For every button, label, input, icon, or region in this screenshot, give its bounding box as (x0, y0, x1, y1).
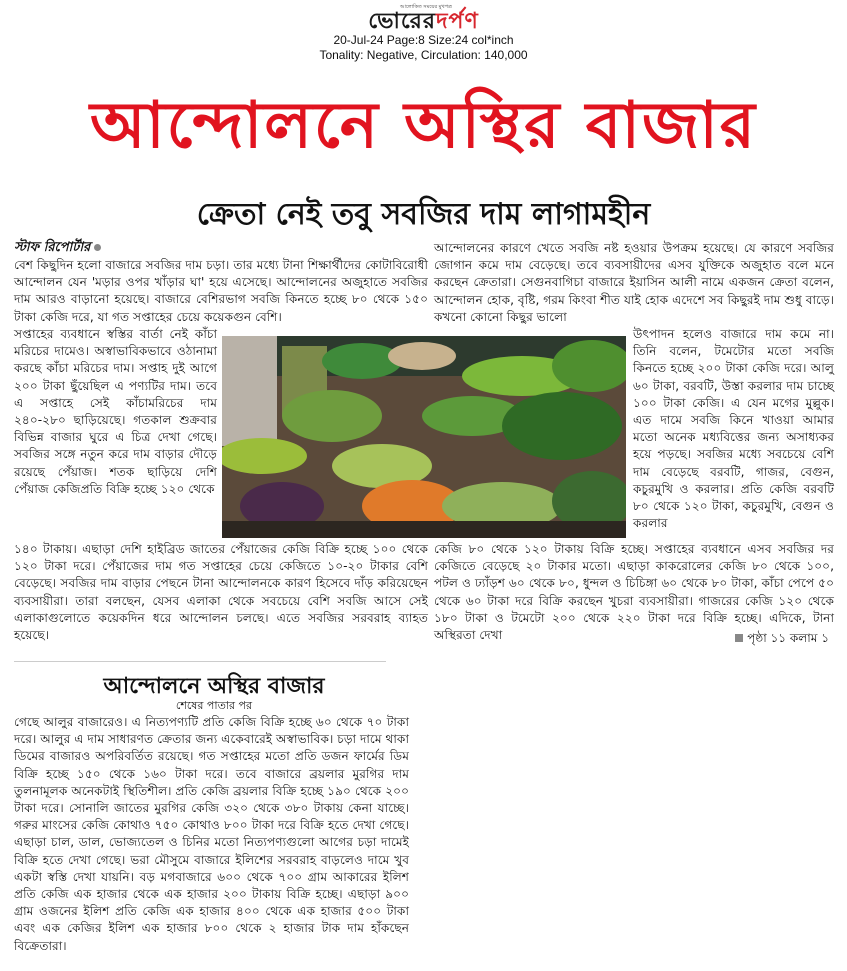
masthead-tagline: আলোকিত সময়ের মুখপত্র (400, 4, 452, 10)
byline (14, 238, 101, 259)
clipping-meta-date: 20-Jul-24 Page:8 Size:24 col*inch (333, 33, 514, 47)
newspaper-logo (368, 9, 479, 34)
continuation-title: আন্দোলনে অস্থির বাজার (103, 674, 325, 699)
clipping-meta-tonality: Tonality: Negative, Circulation: 140,000 (319, 48, 528, 62)
continuation-subtitle: শেষের পাতার পর (175, 699, 253, 712)
byline-text: স্টাফ রিপোর্টার (14, 240, 91, 255)
vegetable-market-photo (222, 336, 626, 538)
article-col2-narrow: উৎপাদন হলেও বাজারে দাম কমে না। তিনি বলেন, টমেটোর মতো সবজি কিনতে হচ্ছে ২০০ টাকা কেজি দরে। আলু ৬০ টাকা, বরবটি, উস্তা করলার দাম চাচ্ছে ১০০ টাকা কেজি। এ যেন মগের মুল্লুক। এত দামে সবজি কিনে খাওয়া আমার মতো অনেক মধ্যবিত্তের জন্য অসাধ্যকর হয়ে পড়ছে। সবজির মধ্যে সবচেয়ে বেশি দাম বেড়েছে বরবটি, গাজর, বেগুন, কচুরমুখি ও করলার। প্রতি কেজি বরবটি ৮০ থেকে ১২০ টাকা, কচুরমুখি, বেগুন ও করলার (633, 327, 834, 531)
article-col2-bottom: কেজি ৮০ থেকে ১২০ টাকায় বিক্রি হচ্ছে। সপ্তাহের ব্যবধানে এসব সবজির দর কেজিতে বেড়েছে ২০ টাকার মতো। এছাড়া কাকরোলের কেজি ৮০ থেকে ১০০, পটল ও ঢ্যাঁড়শ ৬০ থেকে ৮০, ধুন্দল ও চিচিঙ্গা ৬০ থেকে ৮০ টাকা, কাঁচা পেপে ৫০ থেকে ৬০ টাকা দরে বিক্রি করছেন খুচরা ব্যবসায়ীরা। গাজরের কেজি ১২০ থেকে ১৮০ টাকা ও টমেটো ২০০ থেকে ২২০ টাকা দরে বিক্রি হচ্ছে। এদিকে, টানা অস্থিরতা দেখা (434, 542, 834, 643)
byline-bullet-icon (94, 244, 101, 251)
article-col1-bottom: ১৪০ টাকায়। এছাড়া দেশি হাইব্রিড জাতের পেঁয়াজের কেজি বিক্রি হচ্ছে ১০০ থেকে ১২০ টাকা দরে। পেঁয়াজের দাম গত সপ্তাহের চেয়ে কেজিতে ১০-২০ টাকার বেশি বেড়েছে। সবজির দাম বাড়ার পেছনে টানা আন্দোলনকে কারণ হিসেবে দাঁড় করিয়েছেন ব্যবসায়ীরা। তারা বলছেন, যেসব এলাকা থেকে সবচেয়ে বেশি সবজি আসে সেই এলাকাগুলোতে কয়েকদিন ধরে আন্দোলন চলছে। এতে সবজির সরবরাহ ব্যাহত হয়েছে। (14, 542, 428, 643)
headline: আন্দোলনে অস্থির বাজার (90, 89, 757, 163)
jump-square-icon (735, 634, 743, 642)
article-col1-narrow: সপ্তাহের ব্যবধানে স্বস্তির বার্তা নেই কাঁচা মরিচের দামেও। অস্বাভাবিকভাবে ওঠানামা করছে কাঁচা মরিচের দাম। সপ্তাহ দুই আগে ২০০ টাকা ছুঁয়েছিল এ পণ্যটির দাম। তবে এ সপ্তাহে সেই কাঁচামরিচের দাম ২৪০-২৮০ ছাড়িয়েছে। গতকাল শুক্রবার বিভিন্ন বাজার ঘুরে এ চিত্র দেখা গেছে। সবজির সঙ্গে নতুন করে দাম বাড়ার দৌড়ে রয়েছে পেঁয়াজ। শতক ছাড়িয়ে দেশি পেঁয়াজ কেজিপ্রতি বিক্রি হচ্ছে ১২০ থেকে (14, 327, 217, 496)
article-col2-full: আন্দোলনের কারণে খেতে সবজি নষ্ট হওয়ার উপক্রম হয়েছে। যে কারণে সবজির জোগান কমে দাম বেড়েছে। তবে ব্যবসায়ীদের এসব যুক্তিকে অজুহাত বলে মনে করছেন ক্রেতারা। সেগুনবাগিচা বাজারে ইয়াসিন আলী নামে একজন ক্রেতা বলেন, আন্দোলন হোক, বৃষ্টি, গরম কিংবা শীত যাই হোক এদেশে সব কিছুরই দাম শুধু বাড়ে। কখনো কোনো কিছুর ভালো (434, 241, 834, 324)
section-divider (14, 661, 386, 662)
logo-part-2: দর্পণ (435, 9, 479, 34)
continuation-body: গেছে আলুর বাজারেও। এ নিত্যপণ্যটি প্রতি কেজি বিক্রি হচ্ছে ৬০ থেকে ৭০ টাকা দরে। আলুর এ দাম সাধারণত ক্রেতার জন্য একেবারেই অস্বাভাবিক। চড়া দামে থাকা ডিমের বাজারও অপরিবর্তিত রয়েছে। গত সপ্তাহের মতো প্রতি ডজন ফার্মের ডিম বিক্রি হচ্ছে ১৫০ থেকে ১৬০ টাকা দরে। তবে বাজারে ব্রয়লার মুরগির দাম তুলনামূলক অনেকটাই স্থিতিশীল। প্রতি কেজি ব্রয়লার বিক্রি হচ্ছে ১৯০ থেকে ২০০ টাকা দরে। সোনালি জাতের মুরগির কেজি ৩২০ থেকে ৩৮০ টাকায় কেনা যাচ্ছে। গরুর মাংসের কেজি কোথাও ৭৫০ কোথাও ৮০০ টাকা দরে বিক্রি হতে দেখা গেছে। এছাড়া চাল, ডাল, ভোজ্যতেল ও চিনির মতো নিত্যপণ্যগুলো আগের চড়া দামেই বিক্রি হতে দেখা গেছে। ভরা মৌসুমে বাজারে ইলিশের সরবরাহ বাড়লেও দামে খুব একটা স্বস্তি দেখা যায়নি। বড় মগবাজারে ৬০০ থেকে ৭০০ গ্রাম আকারের ইলিশ প্রতি কেজি এক হাজার থেকে এক হাজার ২০০ টাকায় বিক্রি হচ্ছে। এছাড়া ৯০০ গ্রাম ওজনের ইলিশ প্রতি কেজি এক হাজার ৪০০ থেকে এক হাজার ৫০০ টাকা এবং এক কেজির ইলিশ এক হাজার ৮০০ থেকে ২ হাজার টাক দাম হাঁকছেন বিক্রেতারা। (14, 715, 409, 953)
jump-reference (735, 630, 829, 650)
subheadline: ক্রেতা নেই তবু সবজির দাম লাগামহীন (196, 197, 651, 232)
article-col1-full: বেশ কিছুদিন হলো বাজারে সবজির দাম চড়া। তার মধ্যে টানা শিক্ষার্থীদের কোটাবিরোধী আন্দোলন যেন 'মড়ার ওপর খাঁড়ার ঘা' হয়ে এসেছে। আন্দোলনের অজুহাতে সবজির দাম আরও বাড়ানো হয়েছে। বাজারে বেশিরভাগ সবজি কিনতে হচ্ছে ৮০ থেকে ১৫০ টাকা কেজি দরে, যা গত সপ্তাহের চেয়ে কয়েকগুন বেশি। (14, 258, 428, 324)
jump-text: পৃষ্ঠা ১১ কলাম ১ (747, 631, 829, 645)
vegetable-stall-image (222, 336, 626, 538)
logo-part-1: ভোরের (368, 9, 436, 34)
